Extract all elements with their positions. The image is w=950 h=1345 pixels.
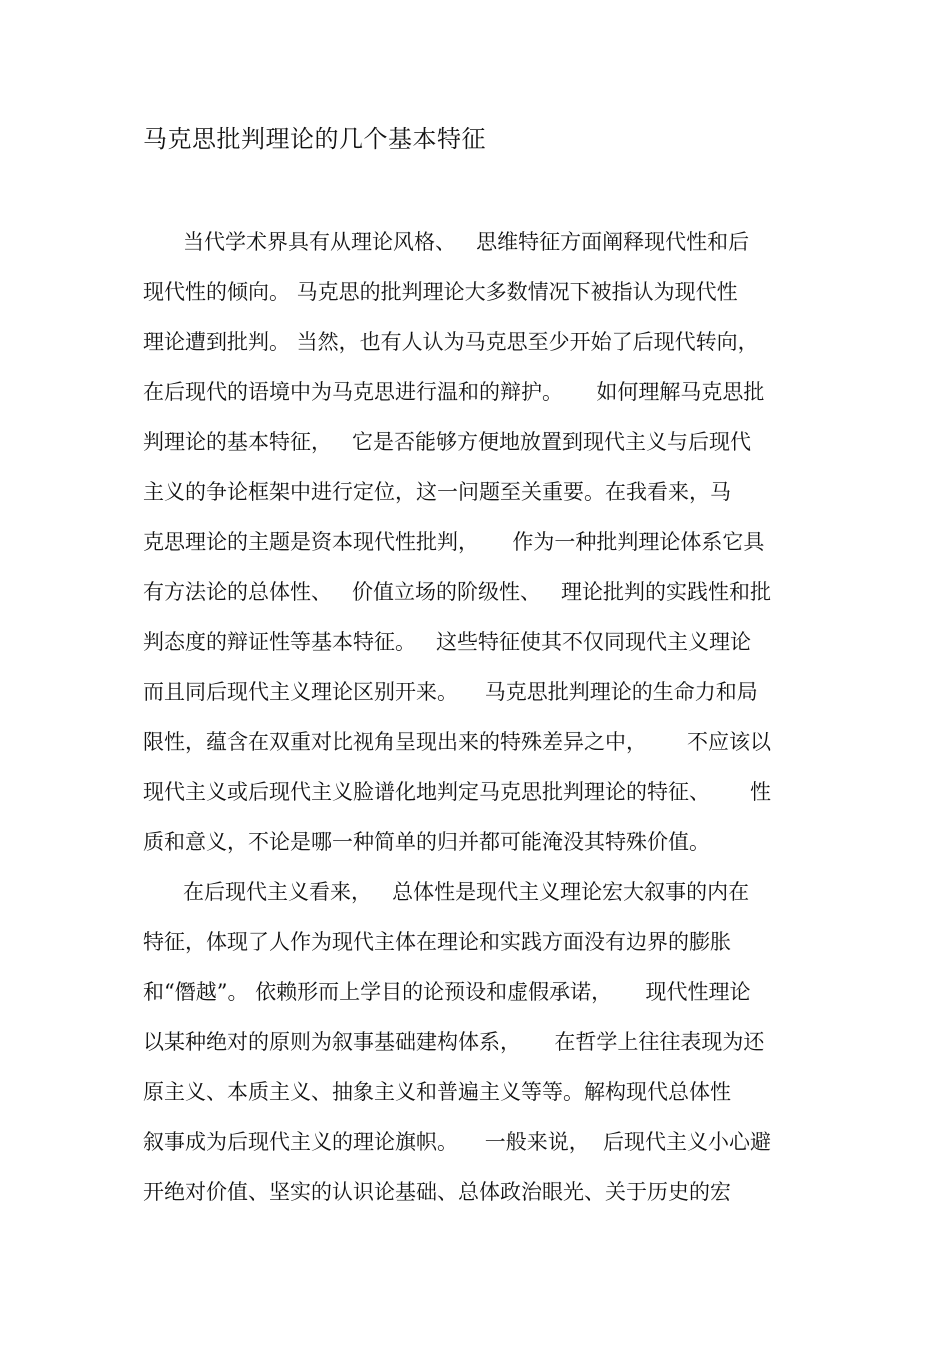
text-line: 判理论的基本特征， 它是否能够方便地放置到现代主义与后现代 <box>143 430 752 454</box>
text-line: 克思理论的主题是资本现代性批判， 作为一种批判理论体系它具 <box>143 530 765 554</box>
text-line: 以某种绝对的原则为叙事基础建构体系， 在哲学上往往表现为还 <box>143 1030 765 1054</box>
text-line: 主义的争论框架中进行定位，这一问题至关重要。在我看来，马 <box>143 480 731 504</box>
text-line: 开绝对价值、坚实的认识论基础、总体政治眼光、关于历史的宏 <box>143 1180 731 1204</box>
text-line: 在后现代主义看来， 总体性是现代主义理论宏大叙事的内在 <box>143 880 750 904</box>
text-line: 和“僭越”。 依赖形而上学目的论预设和虚假承诺， 现代性理论 <box>143 980 751 1004</box>
text-line: 原主义、本质主义、抽象主义和普遍主义等等。解构现代总体性 <box>143 1080 731 1104</box>
text-line: 理论遭到批判。 当然，也有人认为马克思至少开始了后现代转向， <box>143 330 759 354</box>
text-line: 在后现代的语境中为马克思进行温和的辩护。 如何理解马克思批 <box>143 380 765 404</box>
text-line: 当代学术界具有从理论风格、 思维特征方面阐释现代性和后 <box>143 230 750 254</box>
text-line: 限性，蕴含在双重对比视角呈现出来的特殊差异之中， 不应该以 <box>143 730 772 754</box>
document-title: 马克思批判理论的几个基本特征 <box>143 125 486 153</box>
text-line: 而且同后现代主义理论区别开来。 马克思批判理论的生命力和局 <box>143 680 758 704</box>
text-line: 叙事成为后现代主义的理论旗帜。 一般来说， 后现代主义小心避 <box>143 1130 772 1154</box>
text-line: 现代性的倾向。 马克思的批判理论大多数情况下被指认为现代性 <box>143 280 738 304</box>
text-line: 特征，体现了人作为现代主体在理论和实践方面没有边界的膨胀 <box>143 930 731 954</box>
text-line: 判态度的辩证性等基本特征。 这些特征使其不仅同现代主义理论 <box>143 630 752 654</box>
text-line: 有方法论的总体性、 价值立场的阶级性、 理论批判的实践性和批 <box>143 580 772 604</box>
text-line: 质和意义，不论是哪一种简单的归并都可能淹没其特殊价值。 <box>143 830 710 854</box>
text-line: 现代主义或后现代主义脸谱化地判定马克思批判理论的特征、 性 <box>143 780 772 804</box>
body-text <box>143 217 843 1217</box>
